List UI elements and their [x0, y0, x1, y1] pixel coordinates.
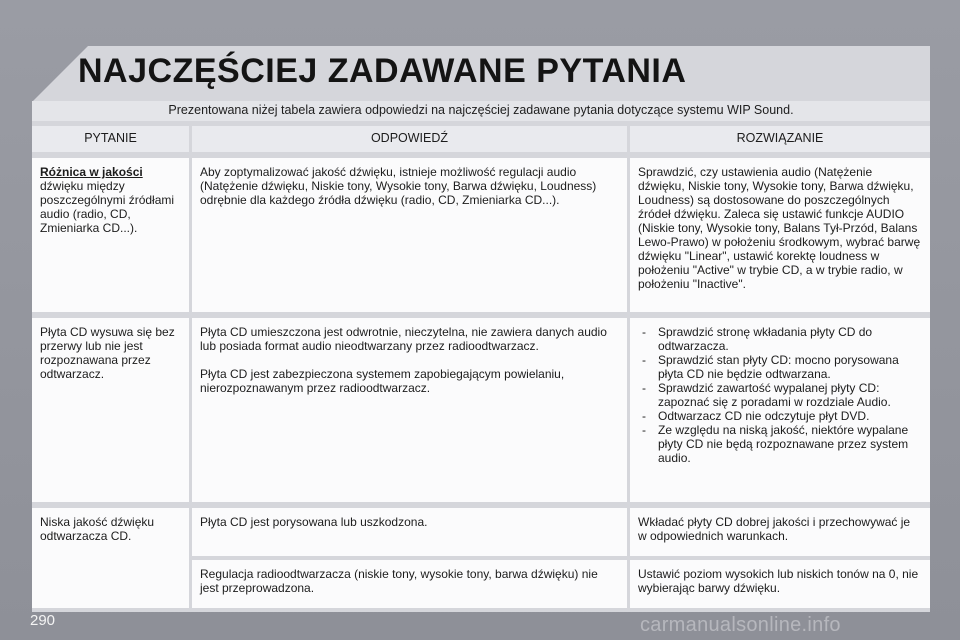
- table-row-3-question: Niska jakość dźwięku odtwarzacza CD.: [32, 508, 189, 608]
- list-item: - Sprawdzić zawartość wypalanej płyty CD: zapoznać się z poradami w rozdziale Audio.: [638, 381, 922, 409]
- spacer: [200, 353, 619, 367]
- page-title: NAJCZĘŚCIEJ ZADAWANE PYTANIA: [78, 52, 687, 90]
- table-row-1-question: [32, 158, 189, 312]
- table-row-1-solution: Sprawdzić, czy ustawienia audio (Natężenie dźwięku, Niskie tony, Wysokie tony, Barwa dźwięku, Loudness) są dostosowane do poszczególnych źródeł dźwięku. Zaleca się ustawić funkcje AUDIO (Niskie tony, Wysokie tony, Balans Tył-Przód, Balans Lewo-Prawo) w położeniu środkowym, wybrać barwę dźwięku "Linear", ustawić korektę loudness w położeniu "Active" w trybie CD, a w trybie radio, w położeniu "Inactive".: [630, 158, 930, 312]
- table-row-3-solution-2: Ustawić poziom wysokich lub niskich tonów na 0, nie wybierając barwy dźwięku.: [630, 560, 930, 608]
- list-item: - Ze względu na niską jakość, niektóre wypalane płyty CD nie będą rozpoznawane przez system audio.: [638, 423, 922, 465]
- answer-text: Płyta CD umieszczona jest odwrotnie, nieczytelna, nie zawiera danych audio lub posiada format audio nieodtwarzany przez radioodtwarzacz.: [200, 325, 607, 353]
- table-row-3-answer-1: Płyta CD jest porysowana lub uszkodzona.: [192, 508, 627, 556]
- header-question: PYTANIE: [32, 126, 189, 152]
- table-row-3-answer-2: Regulacja radioodtwarzacza (niskie tony, wysokie tony, barwa dźwięku) nie jest przeprowadzona.: [192, 560, 627, 608]
- table-row-1-answer: Aby zoptymalizować jakość dźwięku, istnieje możliwość regulacji audio (Natężenie dźwięku, Niskie tony, Wysokie tony, Barwa dźwięku, Loudness) odrębnie dla każdego źródła dźwięku (radio, CD, Zmieniarka CD...).: [192, 158, 627, 312]
- list-item: - Sprawdzić stronę wkładania płyty CD do odtwarzacza.: [638, 325, 922, 353]
- page-number: 290: [30, 612, 56, 629]
- header-answer: ODPOWIEDŹ: [192, 126, 627, 152]
- list-item: - Odtwarzacz CD nie odczytuje płyt DVD.: [638, 409, 922, 423]
- list-item: - Sprawdzić stan płyty CD: mocno porysowana płyta CD nie będzie odtwarzana.: [638, 353, 922, 381]
- solution-list: [638, 325, 922, 465]
- header-solution: ROZWIĄZANIE: [630, 126, 930, 152]
- table-row-2-answer: [192, 318, 627, 502]
- page-subtitle: Prezentowana niżej tabela zawiera odpowiedzi na najczęściej zadawane pytania dotyczące systemu WIP Sound.: [168, 103, 794, 117]
- question-text: dźwięku między poszczególnymi źródłami audio (radio, CD, Zmieniarka CD...).: [40, 179, 175, 235]
- table-row-3-solution-1: Wkładać płyty CD dobrej jakości i przechowywać je w odpowiednich warunkach.: [630, 508, 930, 556]
- question-bold-text: Różnica w jakości: [40, 165, 143, 179]
- answer-text: Płyta CD jest zabezpieczona systemem zapobiegającym powielaniu, nierozpoznawanym przez radioodtwarzacz.: [200, 367, 565, 395]
- table-row-2-question: Płyta CD wysuwa się bez przerwy lub nie jest rozpoznawana przez odtwarzacz.: [32, 318, 189, 502]
- table-row-2-solution: [630, 318, 930, 502]
- watermark: carmanualsonline.info: [640, 614, 841, 636]
